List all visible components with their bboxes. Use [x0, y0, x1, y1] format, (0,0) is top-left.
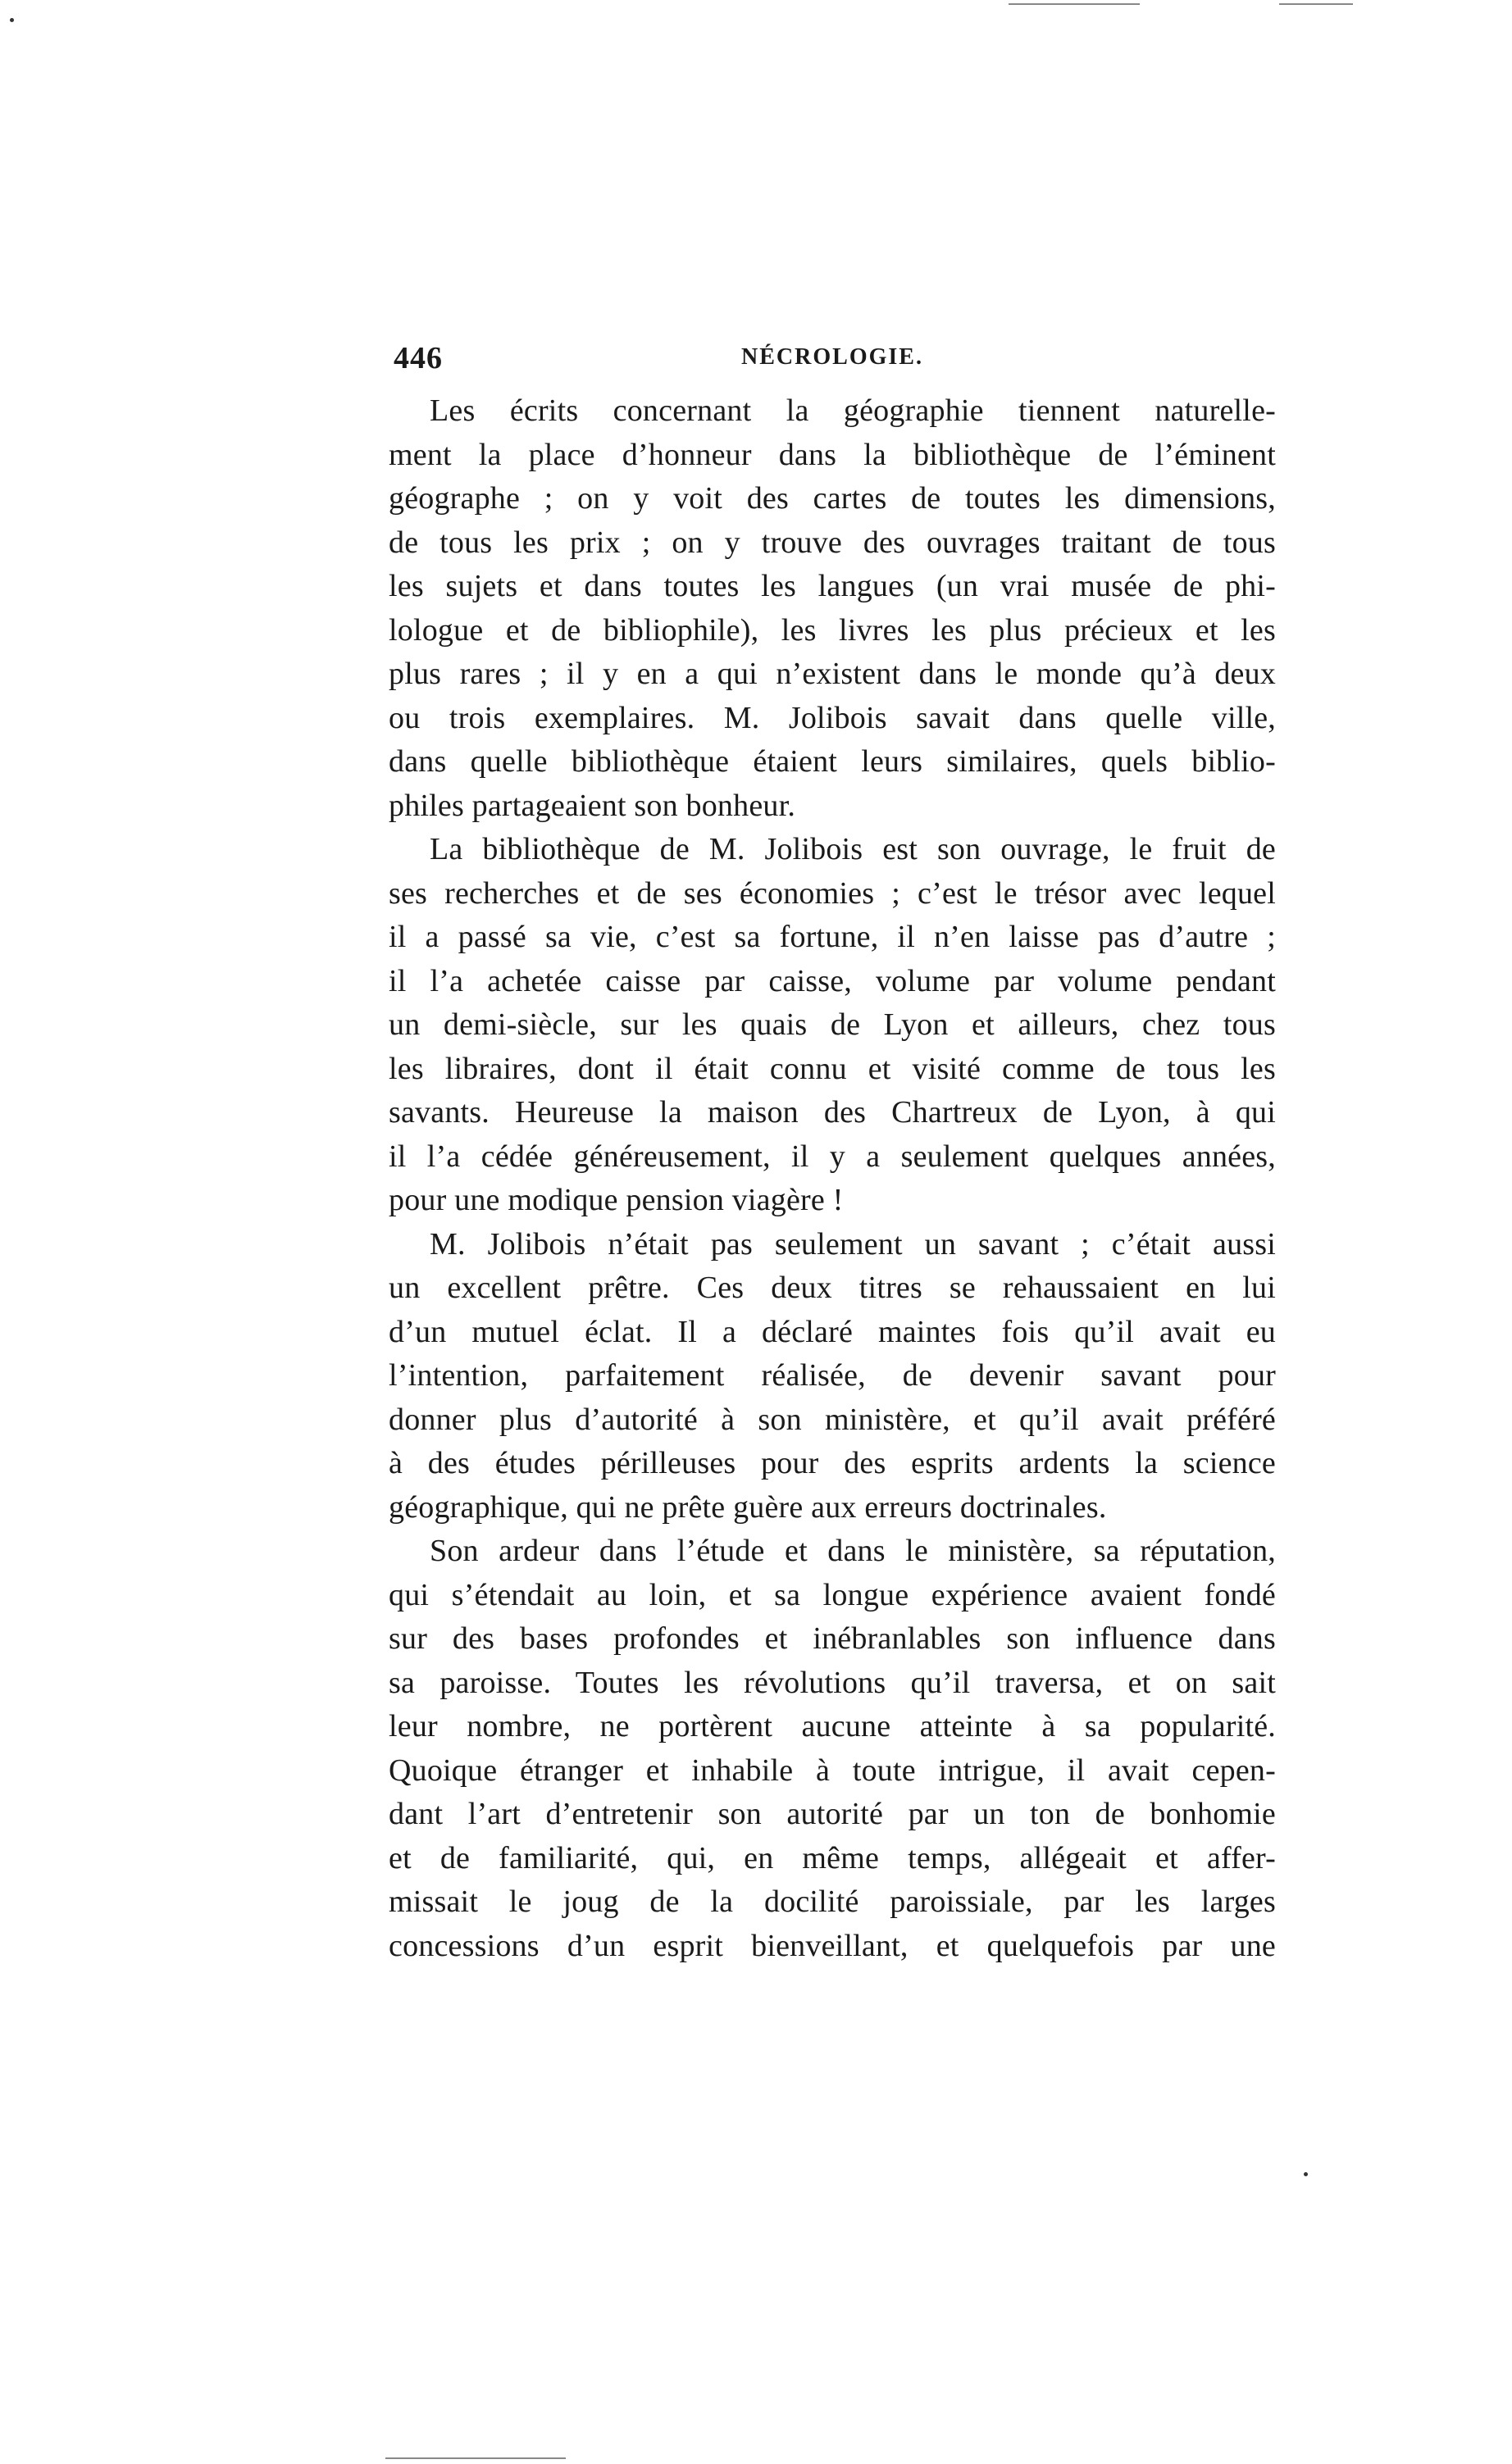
text-line: missait le joug de la docilité paroissiale, par les larges — [389, 1884, 1276, 1919]
text-line: lologue et de bibliophile), les livres les plus précieux et les — [389, 612, 1276, 648]
text-line: ses recherches et de ses économies ; c’est le trésor avec lequel — [389, 875, 1276, 911]
text-line: concessions d’un esprit bienveillant, et quelquefois par une — [389, 1928, 1276, 1963]
text-line: leur nombre, ne portèrent aucune atteinte à sa popularité. — [389, 1709, 1276, 1743]
scan-mark — [1279, 3, 1353, 5]
scan-mark — [1009, 3, 1140, 5]
text-line: un excellent prêtre. Ces deux titres se rehaussaient en lui — [389, 1271, 1276, 1305]
text-line: il a passé sa vie, c’est sa fortune, il n’en laisse pas d’autre ; — [389, 920, 1276, 954]
text-line: La bibliothèque de M. Jolibois est son ouvrage, le fruit de — [430, 832, 1276, 866]
text-line: donner plus d’autorité à son ministère, et qu’il avait préféré — [389, 1402, 1276, 1437]
text-line: et de familiarité, qui, en même temps, allégeait et affer- — [389, 1840, 1276, 1875]
page-header — [385, 340, 1279, 381]
text-line: sur des bases profondes et inébranlables son influence dans — [389, 1621, 1276, 1656]
text-line: dans quelle bibliothèque étaient leurs similaires, quels biblio- — [389, 744, 1276, 779]
text-line: pour une modique pension viagère ! — [389, 1183, 844, 1217]
text-line: un demi-siècle, sur les quais de Lyon et ailleurs, chez tous — [389, 1007, 1276, 1042]
text-line: géographe ; on y voit des cartes de toutes les dimensions, — [389, 481, 1276, 516]
text-line: savants. Heureuse la maison des Chartreux de Lyon, à qui — [389, 1095, 1276, 1130]
text-line: à des études périlleuses pour des esprits ardents la science — [389, 1446, 1276, 1480]
text-line: ou trois exemplaires. M. Jolibois savait dans quelle ville, — [389, 700, 1276, 735]
text-line: Les écrits concernant la géographie tiennent naturelle- — [430, 393, 1276, 428]
text-line: plus rares ; il y en a qui n’existent dans le monde qu’à deux — [389, 657, 1276, 691]
text-line: géographique, qui ne prête guère aux erreurs doctrinales. — [389, 1489, 1107, 1525]
text-line: de tous les prix ; on y trouve des ouvrages traitant de tous — [389, 525, 1276, 560]
text-line: M. Jolibois n’était pas seulement un savant ; c’était aussi — [430, 1226, 1276, 1262]
text-line: il l’a achetée caisse par caisse, volume par volume pendant — [389, 963, 1276, 998]
text-line: ment la place d’honneur dans la bibliothèque de l’éminent — [389, 437, 1276, 472]
scan-mark — [385, 2457, 566, 2459]
scan-speck — [1304, 2172, 1308, 2176]
text-line: les libraires, dont il était connu et visité comme de tous les — [389, 1051, 1276, 1086]
text-line: sa paroisse. Toutes les révolutions qu’il traversa, et on sait — [389, 1665, 1276, 1700]
scan-speck — [10, 18, 14, 22]
text-line: Son ardeur dans l’étude et dans le ministère, sa réputation, — [430, 1534, 1276, 1568]
body-text — [389, 389, 1276, 1968]
text-line: les sujets et dans toutes les langues (un vrai musée de phi- — [389, 569, 1276, 603]
text-line: qui s’étendait au loin, et sa longue expérience avaient fondé — [389, 1577, 1276, 1612]
text-line: Quoique étranger et inhabile à toute intrigue, il avait cepen- — [389, 1753, 1276, 1788]
text-line: dant l’art d’entretenir son autorité par un ton de bonhomie — [389, 1797, 1276, 1831]
page-number: 446 — [394, 341, 443, 375]
text-line: d’un mutuel éclat. Il a déclaré maintes fois qu’il avait eu — [389, 1314, 1276, 1349]
text-line: l’intention, parfaitement réalisée, de devenir savant pour — [389, 1358, 1276, 1393]
running-head: NÉCROLOGIE. — [741, 344, 923, 370]
text-line: il l’a cédée généreusement, il y a seulement quelques années, — [389, 1139, 1276, 1174]
text-line: philes partageaient son bonheur. — [389, 788, 796, 823]
